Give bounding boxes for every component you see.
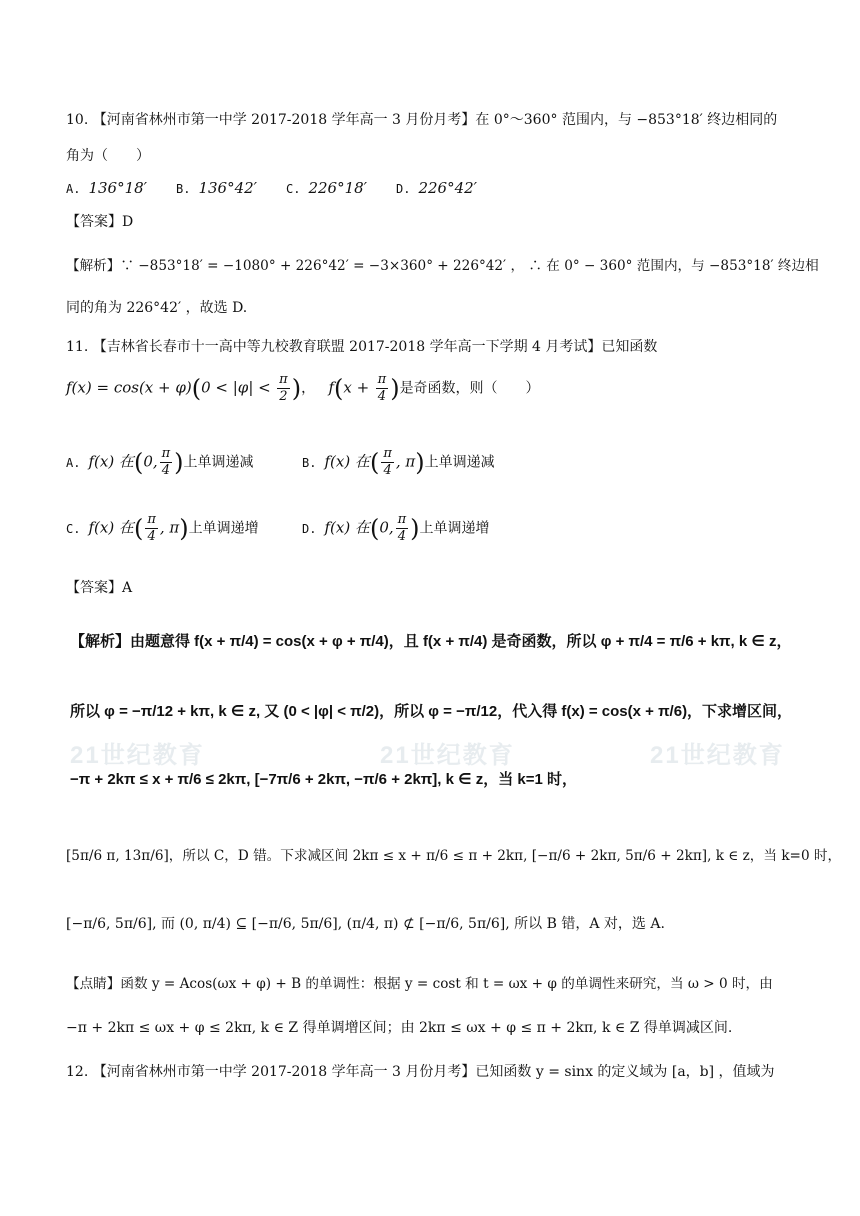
q11-option-d: D. f(x) 在(0, $\frac{\pi}{4}$ )上单调递增 xyxy=(302,512,490,544)
q10-stem-2: 角为（ ） xyxy=(66,148,150,164)
q10-option-a: A. 136°18′ xyxy=(66,179,148,197)
q11-answer: 【答案】A xyxy=(66,580,133,596)
q11-analysis-2: 所以 φ = −π/12 + kπ, k ∈ z, 又 (0 < |φ| < π/2)，所以 φ = −π/12，代入得 f(x) = cos(x + π/6)，下求增区间， xyxy=(70,703,793,720)
watermark-1: 21世纪教育 xyxy=(70,742,205,769)
q11-tip-2: −π + 2kπ ≤ ωx + φ ≤ 2kπ, k ∈ Z 得单调增区间；由 2kπ ≤ ωx + φ ≤ π + 2kπ, k ∈ Z 得单调减区间. xyxy=(66,1020,733,1036)
q11-condition: f(x) = cos(x + φ)(0 < |φ| < $\frac{\pi}{2}$ )， f(x + $\frac{\pi}{4}$ )是奇函数，则（ ） xyxy=(66,372,540,404)
q11-stem: 11. 【吉林省长春市十一高中等九校教育联盟 2017-2018 学年高一下学期 4 月考试】已知函数 xyxy=(66,339,658,355)
q10-answer: 【答案】D xyxy=(66,214,134,230)
watermark-2: 21世纪教育 xyxy=(380,742,515,769)
q11-option-b: B. f(x) 在( $\frac{\pi}{4}$ , π)上单调递减 xyxy=(302,446,495,478)
q10-analysis-1: 【解析】∵ −853°18′ = −1080° + 226°42′ = −3×360° + 226°42′ ， ∴ 在 0° − 360° 范围内，与 −853°18′ 终边相 xyxy=(66,258,819,274)
q10-option-d: D. 226°42′ xyxy=(396,179,478,197)
q11-analysis-4: [5π/6 π, 13π/6]，所以 C，D 错。下求减区间 2kπ ≤ x + π/6 ≤ π + 2kπ, [−π/6 + 2kπ, 5π/6 + 2kπ], k ∈ z，当 k=0 时， xyxy=(66,848,842,864)
q11-option-a: A. f(x) 在(0, $\frac{\pi}{4}$ )上单调递减 xyxy=(66,446,254,478)
q12-stem: 12. 【河南省林州市第一中学 2017-2018 学年高一 3 月份月考】已知函数 y = sinx 的定义域为 [a，b] ，值域为 xyxy=(66,1064,775,1080)
q11-option-c: C. f(x) 在( $\frac{\pi}{4}$ , π)上单调递增 xyxy=(66,512,259,544)
q11-analysis-1: 【解析】由题意得 f(x + π/4) = cos(x + φ + π/4)，且 f(x + π/4) 是奇函数，所以 φ + π/4 = π/6 + kπ, k ∈ z， xyxy=(70,633,792,650)
watermark-3: 21世纪教育 xyxy=(650,742,785,769)
q11-analysis-5: [−π/6, 5π/6], 而 (0, π/4) ⊆ [−π/6, 5π/6], (π/4, π) ⊄ [−π/6, 5π/6], 所以 B 错，A 对，选 A. xyxy=(66,916,665,932)
q10-analysis-2: 同的角为 226°42′ ，故选 D. xyxy=(66,300,248,316)
q10-option-c: C. 226°18′ xyxy=(286,179,368,197)
q10-stem: 10. 【河南省林州市第一中学 2017-2018 学年高一 3 月份月考】在 0°～360° 范围内，与 −853°18′ 终边相同的 xyxy=(66,112,778,128)
q10-option-b: B. 136°42′ xyxy=(176,179,258,197)
q11-analysis-3: −π + 2kπ ≤ x + π/6 ≤ 2kπ, [−7π/6 + 2kπ, −π/6 + 2kπ], k ∈ z，当 k=1 时， xyxy=(70,771,578,788)
q11-tip-1: 【点睛】函数 y = Acos(ωx + φ) + B 的单调性：根据 y = cost 和 t = ωx + φ 的单调性来研究，当 ω > 0 时，由 xyxy=(66,976,773,992)
